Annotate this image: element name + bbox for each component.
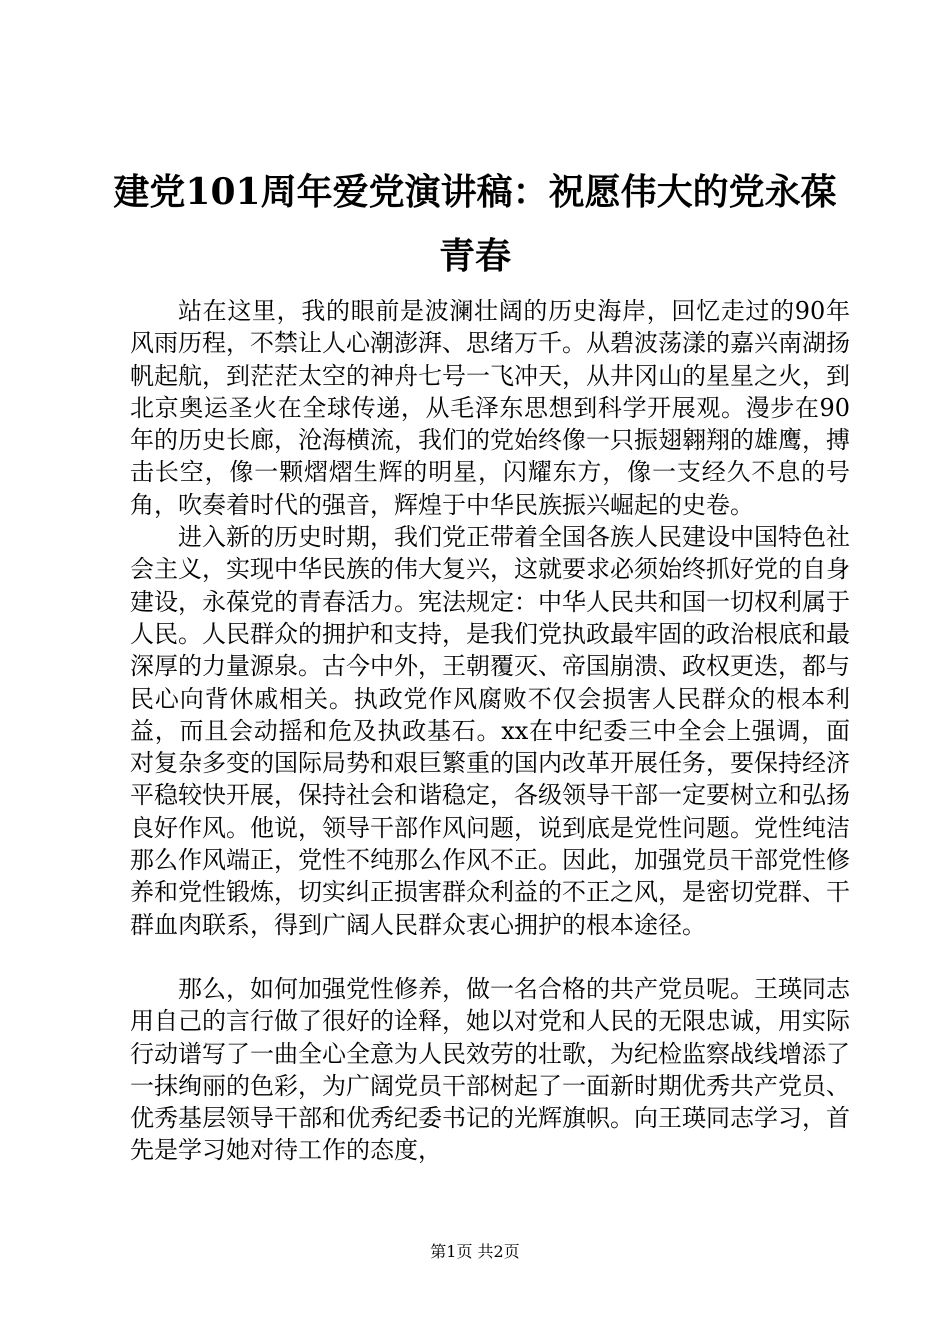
page-footer	[0, 1242, 950, 1262]
document-body	[130, 295, 850, 1167]
paragraph-3: 那么，如何加强党性修养，做一名合格的共产党员呢。王瑛同志用自己的言行做了很好的诠释，她以对党和人民的无限忠诚，用实际行动谱写了一曲全心全意为人民效劳的壮歌，为纪检监察战线增添了一抹绚丽的色彩，为广阔党员干部树起了一面新时期优秀共产党员、优秀基层领导干部和优秀纪委书记的光辉旗帜。向王瑛同志学习，首先是学习她对待工作的态度，	[130, 974, 850, 1165]
page-indicator: 第1页 共2页	[430, 1242, 520, 1261]
paragraph-2: 进入新的历史时期，我们党正带着全国各族人民建设中国特色社会主义，实现中华民族的伟大复兴，这就要求必须始终抓好党的自身建设，永葆党的青春活力。宪法规定：中华人民共和国一切权利属于人民。人民群众的拥护和支持，是我们党执政最牢固的政治根底和最深厚的力量源泉。古今中外，王朝覆灭、帝国崩溃、政权更迭，都与民心向背休戚相关。执政党作风腐败不仅会损害人民群众的根本利益，而且会动摇和危及执政基石。xx在中纪委三中全会上强调，面对复杂多变的国际局势和艰巨繁重的国内改革开展任务，要保持经济平稳较快开展，保持社会和谐稳定，各级领导干部一定要树立和弘扬良好作风。他说，领导干部作风问题，说到底是党性问题。党性纯洁那么作风端正，党性不纯那么作风不正。因此，加强党员干部党性修养和党性锻炼，切实纠正损害群众利益的不正之风，是密切党群、干群血肉联系，得到广阔人民群众衷心拥护的根本途径。	[130, 523, 850, 939]
document-title: 建党101周年爱党演讲稿：祝愿伟大的党永葆青春	[113, 171, 837, 277]
paragraph-1: 站在这里，我的眼前是波澜壮阔的历史海岸，回忆走过的90年风雨历程，不禁让人心潮澎湃、思绪万千。从碧波荡漾的嘉兴南湖扬帆起航，到茫茫太空的神舟七号一飞冲天，从井冈山的星星之火，到北京奥运圣火在全球传递，从毛泽东思想到科学开展观。漫步在90年的历史长廊，沧海横流，我们的党始终像一只振翅翱翔的雄鹰，搏击长空，像一颗熠熠生辉的明星，闪耀东方，像一支经久不息的号角，吹奏着时代的强音，辉煌于中华民族振兴崛起的史卷。	[130, 297, 850, 519]
